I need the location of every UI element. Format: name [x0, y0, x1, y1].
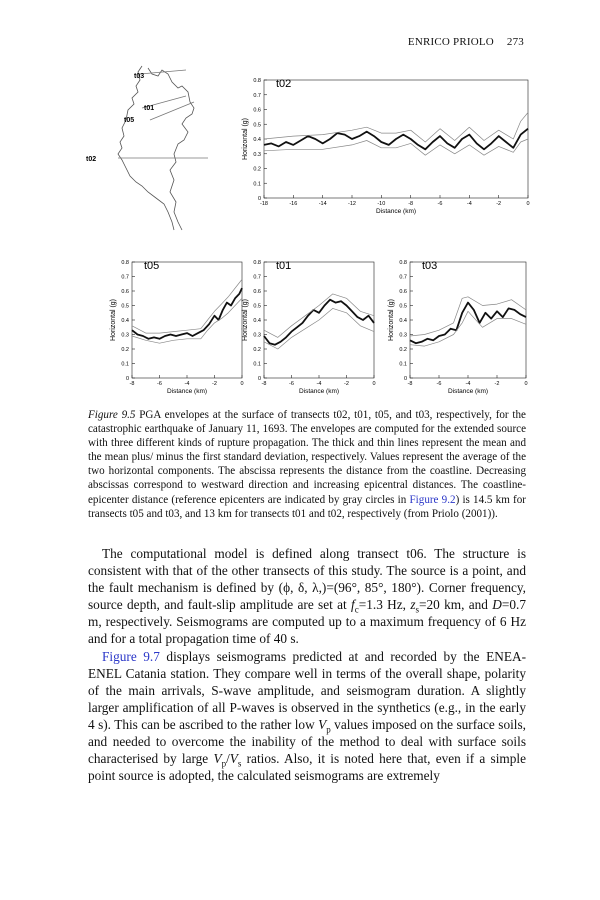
p2-text-b: values imposed on the surface soils, and needed to overcome the inability of the method to deal with surface soils characterised by large [88, 716, 526, 767]
running-header [398, 36, 524, 48]
figure-caption [88, 408, 526, 521]
t05-ytick-label: 0.4 [121, 318, 129, 325]
t02-series-mean-minus-sd [264, 139, 528, 155]
t03-yaxis-label: Horizontal (g) [388, 298, 395, 342]
caption-text-1: PGA envelopes at the surface of transects t02, t01, t05, and t03, respectively, for the catastrophic earthquake of January 11, 1693. The envelopes are computed for the extended source with three different kinds of rupture propagation. The thick and thin lines represent the mean and the mean plus/ minus the first standard deviation, respectively. Values represent the average of the two horizontal components. The abscissa represents the distance from the coastline. Decreasing abscissas correspond to westward direction and increasing epicentral distances. The coastline-epicenter distance (reference epicenters are indicated by gray circles in [88, 409, 526, 506]
t05-xtick-label: -8 [129, 381, 135, 387]
figure-label: Figure 9.5 [88, 409, 136, 421]
t05-ytick-label: 0.6 [121, 289, 129, 296]
running-head-author: ENRICO PRIOLO [407, 36, 494, 48]
t05-xtick-label: -2 [212, 381, 217, 387]
coastline-outline [118, 66, 194, 230]
t01-series-mean-plus-sd [264, 294, 374, 338]
t01-xtick-label: -8 [261, 381, 267, 387]
t03-series-mean-minus-sd [410, 311, 526, 346]
t03-xtick-label: -6 [436, 381, 442, 387]
p1-text-a: The computational model is defined along transect t06. The structure is consistent with that of the other transects of this study. The source is a point, and the fault mechanism is defined by (ϕ, δ, λ,)=(96°, 85°, 180°). Corner frequency, source depth, and fault-slip amplitude are set at [88, 546, 526, 613]
t01-title: t01 [276, 260, 292, 272]
map-label-t01: t01 [144, 105, 155, 112]
fc-subscript: c [354, 604, 359, 615]
t03-title: t03 [422, 260, 438, 272]
t03-ytick-label: 0.4 [399, 318, 407, 325]
body-text [88, 545, 526, 784]
t05-xtick-label: 0 [240, 381, 244, 387]
t01-ytick-label: 0.3 [253, 332, 261, 339]
paragraph-2 [88, 648, 526, 785]
vp-ratio-subscript: p [221, 758, 227, 769]
map-label-t03: t03 [134, 73, 145, 80]
t03-xtick-label: -4 [465, 381, 471, 387]
t01-ytick-label: 0 [257, 376, 261, 383]
t03-ytick-label: 0.3 [399, 332, 407, 339]
map-label-t02: t02 [86, 156, 97, 163]
t02-ytick-label: 0.4 [253, 137, 261, 144]
t01-yaxis-label: Horizontal (g) [242, 298, 249, 342]
t02-yaxis-label: Horizontal (g) [242, 117, 249, 161]
t05-plot-frame [132, 262, 242, 378]
t03-xtick-label: 0 [524, 381, 528, 387]
t03-ytick-label: 0.6 [399, 289, 407, 296]
t02-ytick-label: 0.6 [253, 107, 261, 114]
t01-ytick-label: 0.1 [253, 361, 261, 368]
t02-ytick-label: 0.5 [253, 122, 261, 129]
t02-series-mean [264, 129, 528, 150]
t05-yaxis-label: Horizontal (g) [110, 298, 117, 342]
p1-text-d: =0.7 m, respectively. Seismograms are computed up to a maximum frequency of 6 Hz and for a total propagation time of 40 s. [88, 597, 526, 647]
p1-text-b: =1.3 Hz, [358, 597, 411, 613]
paragraph-1 [88, 545, 526, 648]
t02-xtick-label: -12 [348, 201, 356, 207]
t02-xtick-label: -6 [437, 201, 443, 207]
t01-xtick-label: -2 [344, 381, 349, 387]
chart-t01 [236, 254, 386, 400]
t02-xaxis-label: Distance (km) [375, 208, 417, 215]
t05-ytick-label: 0.8 [121, 260, 129, 267]
t01-series-mean [264, 300, 374, 345]
zs-subscript: s [415, 604, 420, 615]
figure-9-2-link[interactable]: Figure 9.2 [409, 493, 456, 506]
t05-ytick-label: 0.2 [121, 347, 129, 354]
vs-subscript: s [237, 758, 242, 769]
t05-xtick-label: -4 [184, 381, 190, 387]
t02-xtick-label: 0 [526, 201, 530, 207]
t05-ytick-label: 0.3 [121, 332, 129, 339]
t02-xtick-label: -8 [408, 201, 414, 207]
t01-xtick-label: -4 [316, 381, 322, 387]
vs-symbol: V [229, 751, 238, 767]
t03-ytick-label: 0 [403, 376, 407, 383]
t01-ytick-label: 0.2 [253, 347, 261, 354]
t05-ytick-label: 0 [125, 376, 129, 383]
t01-ytick-label: 0.4 [253, 318, 261, 325]
t03-xtick-label: -8 [407, 381, 413, 387]
t02-xtick-label: -10 [377, 201, 386, 207]
t02-xtick-label: -14 [318, 201, 327, 207]
t01-xtick-label: 0 [372, 381, 376, 387]
t03-plot-frame [410, 262, 526, 378]
t01-ytick-label: 0.7 [253, 274, 261, 281]
t03-xaxis-label: Distance (km) [447, 388, 489, 395]
vp-ratio-symbol: V [213, 751, 222, 767]
t01-xtick-label: -6 [289, 381, 294, 387]
t03-ytick-label: 0.7 [399, 274, 407, 281]
t02-title: t02 [276, 78, 292, 90]
t02-ytick-label: 0.8 [253, 78, 261, 85]
d-symbol: D [492, 597, 502, 613]
chart-t05 [104, 254, 254, 400]
t01-ytick-label: 0.6 [253, 289, 261, 296]
chart-t02 [236, 72, 538, 222]
zs-symbol: z [410, 597, 416, 613]
t03-ytick-label: 0.2 [399, 347, 407, 354]
t05-title: t05 [144, 260, 160, 272]
chart-t03 [382, 254, 538, 400]
t03-xtick-label: -2 [494, 381, 500, 387]
t01-series-mean-minus-sd [264, 308, 374, 349]
t03-ytick-label: 0.8 [399, 260, 407, 267]
ratio-slash: / [226, 751, 230, 767]
transect-map [78, 62, 208, 232]
t05-xtick-label: -6 [157, 381, 162, 387]
t02-xtick-label: -18 [260, 201, 268, 207]
p2-text-c: ratios. Also, it is noted here that, even if a simple point source is adopted, the calculated seismograms are extremely [88, 751, 526, 784]
p1-text-c: =20 km, and [419, 597, 493, 613]
t05-series-mean [132, 288, 242, 339]
t03-ytick-label: 0.5 [399, 303, 407, 310]
t02-ytick-label: 0.3 [253, 151, 261, 158]
t03-series-mean [410, 303, 526, 344]
page-number: 273 [506, 36, 524, 48]
t01-ytick-label: 0.5 [253, 303, 261, 310]
figure-9-7-link[interactable]: Figure 9.7 [102, 648, 160, 664]
t01-xaxis-label: Distance (km) [298, 388, 340, 395]
t02-xtick-label: -4 [466, 201, 472, 207]
t02-ytick-label: 0.7 [253, 92, 261, 99]
t02-ytick-label: 0 [257, 196, 261, 203]
t05-ytick-label: 0.1 [121, 361, 129, 368]
t02-ytick-label: 0.1 [253, 181, 261, 188]
t05-xaxis-label: Distance (km) [166, 388, 208, 395]
caption-text-2: ) is 14.5 km for transects t05 and t03, and 13 km for transects t01 and t02, respectively (from Priolo (2001)). [88, 493, 526, 520]
vp-subscript: p [326, 724, 331, 735]
t03-ytick-label: 0.1 [399, 361, 407, 368]
t02-xtick-label: -16 [289, 201, 298, 207]
p2-text-a: displays seismograms predicted at and recorded by the ENEA-ENEL Catania station. They compare well in terms of the overall shape, polarity of the main arrivals, S-wave amplitude, and seismogram duration. A slightly larger amplification of all P-waves is observed in the synthetics (e.g., in the early 4 s). This can be ascribed to the rather low [88, 648, 526, 732]
t02-series-mean-plus-sd [264, 113, 528, 143]
fc-symbol: f [351, 597, 355, 613]
vp-symbol: V [318, 716, 327, 732]
t01-ytick-label: 0.8 [253, 260, 261, 267]
map-label-t05: t05 [124, 117, 135, 124]
t02-ytick-label: 0.2 [253, 166, 261, 173]
t02-xtick-label: -2 [496, 201, 502, 207]
t05-ytick-label: 0.5 [121, 303, 129, 310]
t05-ytick-label: 0.7 [121, 274, 129, 281]
